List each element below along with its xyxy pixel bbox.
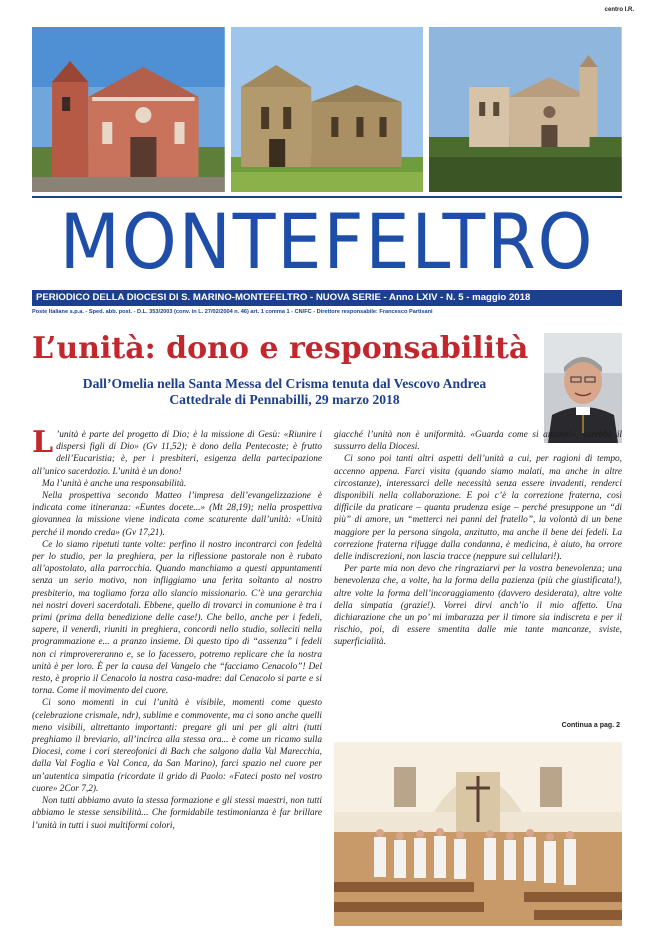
corner-label: centro I.R. xyxy=(604,7,634,13)
photo-bishop-portrait xyxy=(544,333,622,443)
photo-chrism-mass xyxy=(334,742,622,926)
photo-stone-basilica xyxy=(231,27,424,192)
article-paragraph: Non tutti abbiamo avuto la stessa formazione e gli stessi maestri, non tutti abbiamo le stesse sensibilità... Che formidabile testimonianza è far brillare l’unità in tutti i suoi multiformi colori, xyxy=(32,796,322,831)
header-photos xyxy=(32,27,622,192)
article-paragraph: L ’unità è parte del progetto di Dio; è la missione di Gesù: «Riunire i dispersi figli di Dio» (Gv 11,52); è dono della Pentecoste; è frutto dell’Eucaristia; è, per i presbiteri, esigenza della partecipazione all’unico sacerdozio. L’unità è un dono! xyxy=(32,425,322,477)
article-subhead xyxy=(32,376,537,408)
drop-cap: L xyxy=(32,425,54,460)
article-paragraph: Ma l’unità è anche una responsabilità. xyxy=(42,478,187,489)
article-paragraph: Ci sono momenti in cui l’unità è visibile, momenti come questo (celebrazione crismale, ndr), sublime e commovente, ma ci sono anche quelli meno visibili, altrettanto importanti: pregare gli uni per gli altri (tutti preghiamo il breviario, all’incirca alla stessa ora... è come un ricamo sulla Diocesi, come i cori stereofonici di Bach che salgono dalla Val Marecchia, dalla Val Foglia e Val Conca, da San Marino), farci spazio nel cuore per un’autentica simpatia (ricordate il grido di Paolo: «Fateci posto nel vostro cuore» 2Cor 7,2). xyxy=(32,698,322,794)
article-paragraph: giacché l’unità non è uniformità. «Guarda come si amano!», sarebbe il sussurro della Diocesi. xyxy=(334,430,622,453)
photo-church-red-facade xyxy=(32,27,225,192)
article-headline: L’unità: dono e responsabilità xyxy=(32,331,529,366)
postal-line: Poste Italiane s.p.a. - Sped. abb. post. - D.L. 353/2003 (conv. in L. 27/02/2004 n. 46) art. 1 comma 1 - CN/FC - Direttore responsabile: Francesco Partisani xyxy=(32,309,433,315)
subhead-line-1: Dall’Omelia nella Santa Messa del Crisma tenuta dal Vescovo Andrea xyxy=(82,376,487,391)
subhead-line-2: Cattedrale di Pennabilli, 29 marzo 2018 xyxy=(169,392,400,407)
masthead xyxy=(32,196,622,290)
masthead-subtitle-bar: PERIODICO DELLA DIOCESI DI S. MARINO-MONTEFELTRO - NUOVA SERIE - Anno LXIV - N. 5 - maggio 2018 xyxy=(32,290,622,306)
article-paragraph: Ce lo siamo ripetuti tante volte: perfino il nostro incontrarci con fedeltà per lo studio, per la preghiera, per la riflessione pastorale non è rubato all’apostolato, alla parrocchia. Quando manchiamo a questi appuntamenti senza un serio motivo, non infliggiamo una ferita soltanto al nostro presbiterio, ma togliamo forza allo slancio missionario. C’è una gerarchia nei nostri doveri sacerdotali. Ebbene, quello di trovarci in comunione è tra i primi (prima della benedizione delle case!). Che bello, anche per i fedeli, sapere, il venerdì, riuniti in preghiera, concordi nello studio, solleciti nella programmazione e... a pranzo insieme. Di questo tipo di “assenza” i fedeli non ci rimprovereranno e, se lo facessero, potremo replicare che la nostra unità è per loro. È per la causa del Vangelo che “facciamo Cenacolo”! Del resto, è proprio il Cenacolo la nostra casa-madre: dal Cenacolo si parte e si torna. Come il movimento del cuore. xyxy=(32,539,322,697)
article-column-left xyxy=(32,425,322,832)
article-paragraph: Ci sono poi tanti altri aspetti dell’unità a cui, per ragioni di tempo, accenno appena. Farci visita (quando siamo malati, ma anche in altre circostanze), interessarci delle necessità senza essere invadenti, renderci disponibili nella collaborazione. E poi c’è la correzione fraterna, così difficile da praticare – quanta prudenza esige – perché presuppone un “di più” di amore, un “metterci nei panni del fratello”, la volontà di un bene maggiore per la persona singola, anzitutto, ma anche il bene dei fedeli. La correzione fraterna rifugge dalla condanna, è medicina, è aiuto, ha orrore delle indiscrezioni, non lascia tracce (neppure sui cellulari!). xyxy=(334,454,622,563)
masthead-title: MONTEFELTRO xyxy=(59,197,595,286)
article-column-right xyxy=(334,429,622,649)
continued-link[interactable]: Continua a pag. 2 xyxy=(561,722,620,729)
article-paragraph: Per parte mia non devo che ringraziarvi per la vostra benevolenza; una benevolenza che, a volte, ha la forma della pazienza (più che giustificata!), altre volte la forma dell’incoraggiamento (davvero desiderata), altre volte della simpatia (grazie!). Vorrei dirvi anch’io il mio affetto. Una dichiarazione che un po’ mi imbarazza per il timore sia indiscreta e per il rischio, poi, di essere smentita dalle mie tante mancanze, sviste, superficialità. xyxy=(334,564,622,648)
article-paragraph: Nella prospettiva secondo Matteo l’impresa dell’evangelizzazione è indicata come itineranza: «Euntes docete...» (Mt 28,19); nella prospettiva giovannea la missione viene indicata come scaturente dall’unità: «Unità perché il mondo creda» (Gv 17,21). xyxy=(32,491,322,538)
photo-hilltop-cathedral xyxy=(429,27,622,192)
